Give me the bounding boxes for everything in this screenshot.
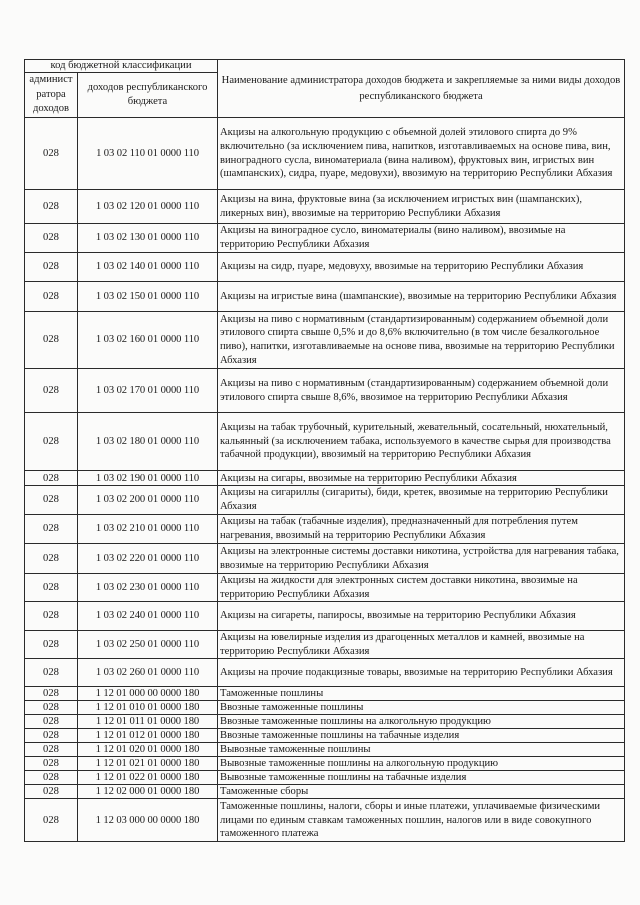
- budget-classification-code: 1 03 02 160 01 0000 110: [78, 312, 218, 369]
- income-description: Акцизы на алкогольную продукцию с объемной долей этилового спирта до 9% включительно (за исключением пива, напитков, изготавливаемых на основе пива, вин, виноградного сусла, виноматериала (вина наливом), фруктовых вин, игристых вин (шампанских), сидра, пуаре, медовухи), ввозимую на территорию Республики Абхазия: [218, 118, 625, 190]
- administrator-code: 028: [25, 729, 78, 743]
- table-row: [25, 574, 625, 602]
- table-row: [25, 701, 625, 715]
- budget-classification-code: 1 03 02 140 01 0000 110: [78, 253, 218, 282]
- administrator-code: 028: [25, 369, 78, 413]
- budget-classification-code: 1 03 02 190 01 0000 110: [78, 471, 218, 486]
- income-description: Таможенные пошлины, налоги, сборы и иные платежи, уплачиваемые физическими лицами по единым ставкам таможенных пошлин, налогов или в виде совокупного таможенного платежа: [218, 799, 625, 842]
- table-row: [25, 253, 625, 282]
- table-row: [25, 715, 625, 729]
- administrator-code: 028: [25, 602, 78, 631]
- budget-classification-code: 1 12 01 000 00 0000 180: [78, 687, 218, 701]
- table-row: [25, 190, 625, 224]
- administrator-code: 028: [25, 743, 78, 757]
- table-row: [25, 413, 625, 471]
- administrator-code: 028: [25, 757, 78, 771]
- budget-classification-code: 1 03 02 210 01 0000 110: [78, 515, 218, 544]
- income-description: Таможенные пошлины: [218, 687, 625, 701]
- administrator-code: 028: [25, 471, 78, 486]
- income-description: Акцизы на пиво с нормативным (стандартизированным) содержанием объемной доли этилового спирта свыше 8,6%, ввозимое на территорию Республики Абхазия: [218, 369, 625, 413]
- table-row: [25, 486, 625, 515]
- administrator-code: 028: [25, 413, 78, 471]
- budget-classification-code: 1 03 02 250 01 0000 110: [78, 631, 218, 659]
- table-row: [25, 771, 625, 785]
- budget-classification-code: 1 12 01 021 01 0000 180: [78, 757, 218, 771]
- income-description: Акцизы на ювелирные изделия из драгоценных металлов и камней, ввозимые на территорию Республики Абхазия: [218, 631, 625, 659]
- income-description: Акцизы на табак (табачные изделия), предназначенный для потребления путем нагревания, ввозимый на территорию Республики Абхазия: [218, 515, 625, 544]
- administrator-code: 028: [25, 715, 78, 729]
- income-description: Акцизы на сигареты, папиросы, ввозимые на территорию Республики Абхазия: [218, 602, 625, 631]
- table-row: [25, 471, 625, 486]
- administrator-code: 028: [25, 785, 78, 799]
- budget-classification-code: 1 12 02 000 01 0000 180: [78, 785, 218, 799]
- income-description: Акцизы на сигары, ввозимые на территорию Республики Абхазия: [218, 471, 625, 486]
- income-description: Акцизы на вина, фруктовые вина (за исключением игристых вин (шампанских), ликерных вин), ввозимые на территорию Республики Абхазия: [218, 190, 625, 224]
- header-income-code: доходов республиканского бюджета: [78, 73, 218, 118]
- table-row: [25, 544, 625, 574]
- administrator-code: 028: [25, 771, 78, 785]
- table-row: [25, 282, 625, 312]
- table-row: [25, 799, 625, 842]
- table-body: [25, 118, 625, 842]
- table-row: [25, 515, 625, 544]
- administrator-code: 028: [25, 659, 78, 687]
- table-row: [25, 757, 625, 771]
- budget-classification-code: 1 03 02 260 01 0000 110: [78, 659, 218, 687]
- budget-classification-code: 1 03 02 120 01 0000 110: [78, 190, 218, 224]
- administrator-code: 028: [25, 544, 78, 574]
- income-description: Вывозные таможенные пошлины на алкогольную продукцию: [218, 757, 625, 771]
- budget-classification-code: 1 12 01 020 01 0000 180: [78, 743, 218, 757]
- administrator-code: 028: [25, 253, 78, 282]
- table-row: [25, 687, 625, 701]
- table-row: [25, 118, 625, 190]
- income-description: Акцизы на игристые вина (шампанские), ввозимые на территорию Республики Абхазия: [218, 282, 625, 312]
- administrator-code: 028: [25, 515, 78, 544]
- header-budget-code-group: код бюджетной классификации: [25, 60, 218, 73]
- header-administrator-line-1: админист: [29, 74, 73, 86]
- administrator-code: 028: [25, 799, 78, 842]
- income-description: Акцизы на табак трубочный, курительный, жевательный, сосательный, нюхательный, кальянный (за исключением табака, используемого в качестве сырья для производства табачной продукции), ввозимый на территорию Республики Абхазия: [218, 413, 625, 471]
- table-row: [25, 729, 625, 743]
- budget-classification-code: 1 03 02 220 01 0000 110: [78, 544, 218, 574]
- administrator-code: 028: [25, 631, 78, 659]
- income-description: Акцизы на сигариллы (сигариты), биди, кретек, ввозимые на территорию Республики Абхазия: [218, 486, 625, 515]
- budget-classification-code: 1 12 01 010 01 0000 180: [78, 701, 218, 715]
- budget-classification-code: 1 03 02 240 01 0000 110: [78, 602, 218, 631]
- table-row: [25, 602, 625, 631]
- administrator-code: 028: [25, 687, 78, 701]
- budget-classification-code: 1 12 01 022 01 0000 180: [78, 771, 218, 785]
- administrator-code: 028: [25, 574, 78, 602]
- income-description: Вывозные таможенные пошлины: [218, 743, 625, 757]
- budget-classification-code: 1 03 02 130 01 0000 110: [78, 224, 218, 253]
- budget-classification-code: 1 03 02 150 01 0000 110: [78, 282, 218, 312]
- administrator-code: 028: [25, 486, 78, 515]
- income-description: Вывозные таможенные пошлины на табачные изделия: [218, 771, 625, 785]
- income-description: Акцизы на жидкости для электронных систем доставки никотина, ввозимые на территорию Республики Абхазия: [218, 574, 625, 602]
- table-row: [25, 631, 625, 659]
- income-description: Таможенные сборы: [218, 785, 625, 799]
- table-row: [25, 369, 625, 413]
- income-description: Акцизы на электронные системы доставки никотина, устройства для нагревания табака, ввозимые на территорию Республики Абхазия: [218, 544, 625, 574]
- income-description: Акцизы на прочие подакцизные товары, ввозимые на территорию Республики Абхазия: [218, 659, 625, 687]
- table-row: [25, 224, 625, 253]
- budget-classification-code: 1 03 02 200 01 0000 110: [78, 486, 218, 515]
- table-row: [25, 659, 625, 687]
- budget-classification-code: 1 12 03 000 00 0000 180: [78, 799, 218, 842]
- income-description: Ввозные таможенные пошлины на алкогольную продукцию: [218, 715, 625, 729]
- budget-classification-code: 1 03 02 170 01 0000 110: [78, 369, 218, 413]
- budget-classification-table: [24, 59, 625, 842]
- table-row: [25, 785, 625, 799]
- income-description: Акцизы на виноградное сусло, виноматериалы (вино наливом), ввозимые на территорию Республики Абхазия: [218, 224, 625, 253]
- administrator-code: 028: [25, 224, 78, 253]
- administrator-code: 028: [25, 118, 78, 190]
- administrator-code: 028: [25, 312, 78, 369]
- administrator-code: 028: [25, 701, 78, 715]
- budget-classification-code: 1 03 02 110 01 0000 110: [78, 118, 218, 190]
- income-description: Ввозные таможенные пошлины: [218, 701, 625, 715]
- administrator-code: 028: [25, 190, 78, 224]
- budget-classification-code: 1 03 02 180 01 0000 110: [78, 413, 218, 471]
- header-name: Наименование администратора доходов бюджета и закрепляемые за ними виды доходов республиканского бюджета: [218, 60, 625, 118]
- table-row: [25, 743, 625, 757]
- budget-classification-code: 1 03 02 230 01 0000 110: [78, 574, 218, 602]
- income-description: Акцизы на пиво с нормативным (стандартизированным) содержанием объемной доли этилового спирта свыше 0,5% и до 8,6% включительно (в том числе безалкогольное пиво), напитки, изготавливаемые на основе пива, ввозимые на территорию Республики Абхазия: [218, 312, 625, 369]
- header-administrator: [25, 73, 78, 118]
- budget-classification-code: 1 12 01 012 01 0000 180: [78, 729, 218, 743]
- document-page: [24, 59, 624, 842]
- budget-classification-code: 1 12 01 011 01 0000 180: [78, 715, 218, 729]
- administrator-code: 028: [25, 282, 78, 312]
- header-administrator-line-3: доходов: [33, 103, 69, 115]
- table-row: [25, 312, 625, 369]
- income-description: Акцизы на сидр, пуаре, медовуху, ввозимые на территорию Республики Абхазия: [218, 253, 625, 282]
- header-administrator-line-2: ратора: [36, 88, 66, 100]
- income-description: Ввозные таможенные пошлины на табачные изделия: [218, 729, 625, 743]
